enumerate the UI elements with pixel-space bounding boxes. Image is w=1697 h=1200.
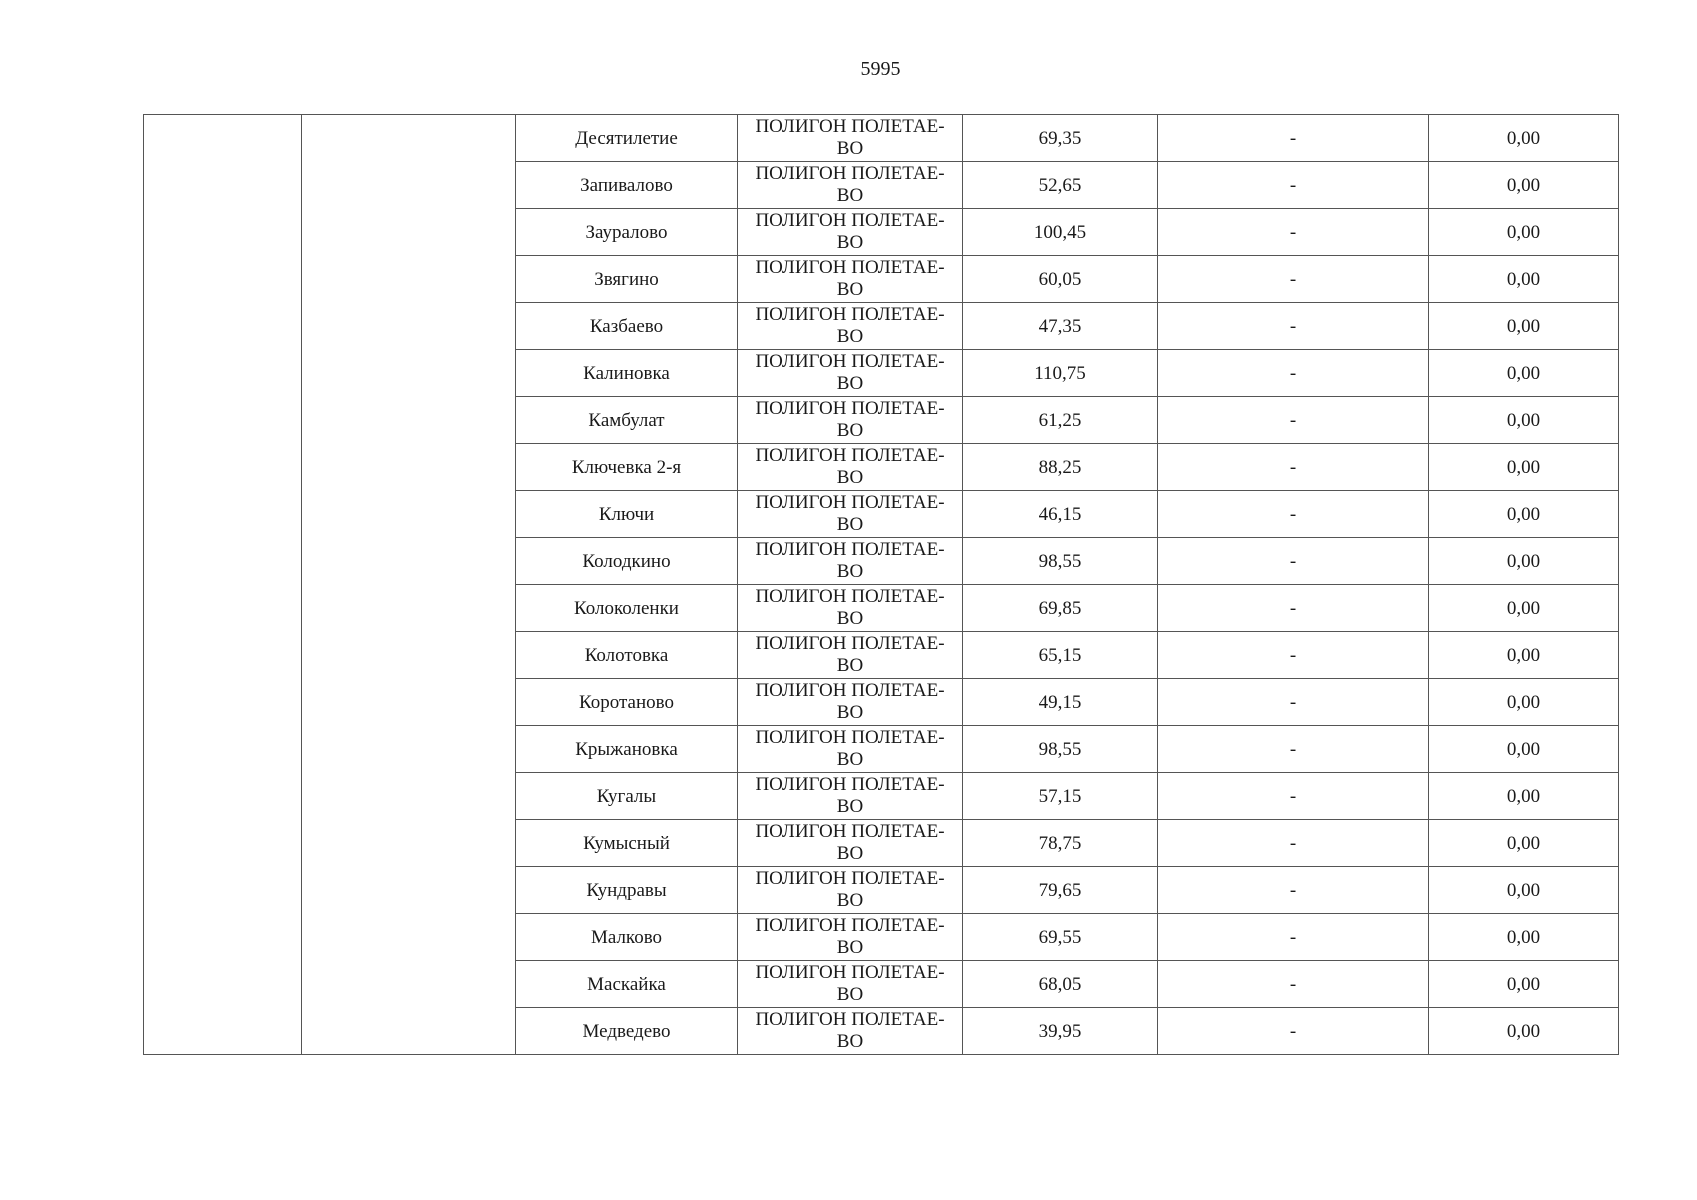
settlement-name-cell: Крыжановка	[516, 726, 738, 773]
value-cell: 0,00	[1429, 726, 1619, 773]
settlement-name-cell: Кумысный	[516, 820, 738, 867]
settlement-name-cell: Камбулат	[516, 397, 738, 444]
dash-cell: -	[1158, 444, 1429, 491]
settlement-name-cell: Запивалово	[516, 162, 738, 209]
destination-line-2: ВО	[836, 326, 864, 347]
destination-line-1: ПОЛИГОН ПОЛЕТАЕ-	[755, 116, 945, 137]
value-cell: 0,00	[1429, 585, 1619, 632]
distance-cell: 79,65	[963, 867, 1158, 914]
distance-cell: 49,15	[963, 679, 1158, 726]
destination-line-2: ВО	[836, 1031, 864, 1052]
dash-cell: -	[1158, 397, 1429, 444]
distance-cell: 68,05	[963, 961, 1158, 1008]
destination-line-2: ВО	[836, 561, 864, 582]
distance-cell: 110,75	[963, 350, 1158, 397]
dash-cell: -	[1158, 679, 1429, 726]
destination-line-1: ПОЛИГОН ПОЛЕТАЕ-	[755, 915, 945, 936]
dash-cell: -	[1158, 820, 1429, 867]
destination-line-2: ВО	[836, 514, 864, 535]
destination-line-1: ПОЛИГОН ПОЛЕТАЕ-	[755, 774, 945, 795]
distance-cell: 69,85	[963, 585, 1158, 632]
value-cell: 0,00	[1429, 397, 1619, 444]
destination-line-2: ВО	[836, 655, 864, 676]
destination-line-2: ВО	[836, 185, 864, 206]
data-table	[143, 114, 1619, 1055]
dash-cell: -	[1158, 491, 1429, 538]
destination-cell	[738, 914, 963, 961]
value-cell: 0,00	[1429, 914, 1619, 961]
distance-cell: 69,35	[963, 115, 1158, 162]
value-cell: 0,00	[1429, 1008, 1619, 1055]
dash-cell: -	[1158, 1008, 1429, 1055]
value-cell: 0,00	[1429, 679, 1619, 726]
value-cell: 0,00	[1429, 961, 1619, 1008]
distance-cell: 57,15	[963, 773, 1158, 820]
value-cell: 0,00	[1429, 820, 1619, 867]
destination-cell	[738, 256, 963, 303]
dash-cell: -	[1158, 726, 1429, 773]
distance-cell: 47,35	[963, 303, 1158, 350]
settlement-name-cell: Десятилетие	[516, 115, 738, 162]
distance-cell: 52,65	[963, 162, 1158, 209]
dash-cell: -	[1158, 162, 1429, 209]
destination-line-1: ПОЛИГОН ПОЛЕТАЕ-	[755, 680, 945, 701]
distance-cell: 98,55	[963, 538, 1158, 585]
distance-cell: 100,45	[963, 209, 1158, 256]
dash-cell: -	[1158, 773, 1429, 820]
value-cell: 0,00	[1429, 115, 1619, 162]
destination-line-2: ВО	[836, 702, 864, 723]
destination-line-2: ВО	[836, 984, 864, 1005]
destination-line-2: ВО	[836, 138, 864, 159]
destination-line-1: ПОЛИГОН ПОЛЕТАЕ-	[755, 398, 945, 419]
destination-cell	[738, 350, 963, 397]
settlement-name-cell: Колодкино	[516, 538, 738, 585]
dash-cell: -	[1158, 867, 1429, 914]
value-cell: 0,00	[1429, 867, 1619, 914]
destination-cell	[738, 115, 963, 162]
table-row	[144, 115, 1619, 162]
settlement-name-cell: Малково	[516, 914, 738, 961]
value-cell: 0,00	[1429, 350, 1619, 397]
destination-cell	[738, 1008, 963, 1055]
value-cell: 0,00	[1429, 491, 1619, 538]
settlement-name-cell: Кугалы	[516, 773, 738, 820]
destination-line-2: ВО	[836, 608, 864, 629]
destination-cell	[738, 444, 963, 491]
table-body	[144, 115, 1619, 1055]
destination-line-2: ВО	[836, 279, 864, 300]
dash-cell: -	[1158, 350, 1429, 397]
settlement-name-cell: Коротаново	[516, 679, 738, 726]
destination-line-1: ПОЛИГОН ПОЛЕТАЕ-	[755, 210, 945, 231]
value-cell: 0,00	[1429, 444, 1619, 491]
settlement-name-cell: Ключевка 2-я	[516, 444, 738, 491]
destination-cell	[738, 209, 963, 256]
destination-cell	[738, 303, 963, 350]
settlement-name-cell: Маскайка	[516, 961, 738, 1008]
destination-line-2: ВО	[836, 937, 864, 958]
destination-line-1: ПОЛИГОН ПОЛЕТАЕ-	[755, 351, 945, 372]
destination-line-1: ПОЛИГОН ПОЛЕТАЕ-	[755, 633, 945, 654]
dash-cell: -	[1158, 632, 1429, 679]
dash-cell: -	[1158, 538, 1429, 585]
dash-cell: -	[1158, 115, 1429, 162]
destination-line-2: ВО	[836, 420, 864, 441]
value-cell: 0,00	[1429, 256, 1619, 303]
distance-cell: 98,55	[963, 726, 1158, 773]
destination-cell	[738, 491, 963, 538]
settlement-name-cell: Медведево	[516, 1008, 738, 1055]
destination-line-1: ПОЛИГОН ПОЛЕТАЕ-	[755, 445, 945, 466]
settlement-name-cell: Калиновка	[516, 350, 738, 397]
settlement-name-cell: Колоколенки	[516, 585, 738, 632]
dash-cell: -	[1158, 961, 1429, 1008]
destination-cell	[738, 726, 963, 773]
dash-cell: -	[1158, 303, 1429, 350]
page-number: 5995	[860, 58, 901, 80]
destination-cell	[738, 632, 963, 679]
distance-cell: 88,25	[963, 444, 1158, 491]
value-cell: 0,00	[1429, 162, 1619, 209]
distance-cell: 69,55	[963, 914, 1158, 961]
merged-blank-cell-2	[302, 115, 516, 1055]
destination-cell	[738, 162, 963, 209]
destination-line-1: ПОЛИГОН ПОЛЕТАЕ-	[755, 539, 945, 560]
dash-cell: -	[1158, 256, 1429, 303]
destination-line-1: ПОЛИГОН ПОЛЕТАЕ-	[755, 1009, 945, 1030]
destination-line-1: ПОЛИГОН ПОЛЕТАЕ-	[755, 304, 945, 325]
destination-cell	[738, 820, 963, 867]
destination-line-1: ПОЛИГОН ПОЛЕТАЕ-	[755, 962, 945, 983]
destination-line-1: ПОЛИГОН ПОЛЕТАЕ-	[755, 821, 945, 842]
destination-cell	[738, 961, 963, 1008]
settlement-name-cell: Казбаево	[516, 303, 738, 350]
destination-cell	[738, 773, 963, 820]
destination-cell	[738, 538, 963, 585]
distance-cell: 65,15	[963, 632, 1158, 679]
destination-line-1: ПОЛИГОН ПОЛЕТАЕ-	[755, 586, 945, 607]
dash-cell: -	[1158, 914, 1429, 961]
destination-cell	[738, 397, 963, 444]
destination-line-1: ПОЛИГОН ПОЛЕТАЕ-	[755, 257, 945, 278]
value-cell: 0,00	[1429, 209, 1619, 256]
settlement-name-cell: Звягино	[516, 256, 738, 303]
distance-cell: 61,25	[963, 397, 1158, 444]
destination-cell	[738, 867, 963, 914]
settlement-name-cell: Кундравы	[516, 867, 738, 914]
destination-line-2: ВО	[836, 749, 864, 770]
destination-line-2: ВО	[836, 843, 864, 864]
settlement-name-cell: Зауралово	[516, 209, 738, 256]
destination-line-2: ВО	[836, 890, 864, 911]
destination-line-1: ПОЛИГОН ПОЛЕТАЕ-	[755, 163, 945, 184]
destination-line-1: ПОЛИГОН ПОЛЕТАЕ-	[755, 868, 945, 889]
value-cell: 0,00	[1429, 773, 1619, 820]
distance-cell: 60,05	[963, 256, 1158, 303]
distance-cell: 39,95	[963, 1008, 1158, 1055]
destination-line-2: ВО	[836, 796, 864, 817]
destination-line-2: ВО	[836, 232, 864, 253]
destination-line-2: ВО	[836, 467, 864, 488]
value-cell: 0,00	[1429, 632, 1619, 679]
value-cell: 0,00	[1429, 303, 1619, 350]
dash-cell: -	[1158, 585, 1429, 632]
destination-line-1: ПОЛИГОН ПОЛЕТАЕ-	[755, 492, 945, 513]
distance-cell: 46,15	[963, 491, 1158, 538]
destination-line-2: ВО	[836, 373, 864, 394]
merged-blank-cell-1	[144, 115, 302, 1055]
destination-cell	[738, 585, 963, 632]
distance-cell: 78,75	[963, 820, 1158, 867]
value-cell: 0,00	[1429, 538, 1619, 585]
destination-line-1: ПОЛИГОН ПОЛЕТАЕ-	[755, 727, 945, 748]
settlement-name-cell: Ключи	[516, 491, 738, 538]
destination-cell	[738, 679, 963, 726]
settlement-name-cell: Колотовка	[516, 632, 738, 679]
dash-cell: -	[1158, 209, 1429, 256]
